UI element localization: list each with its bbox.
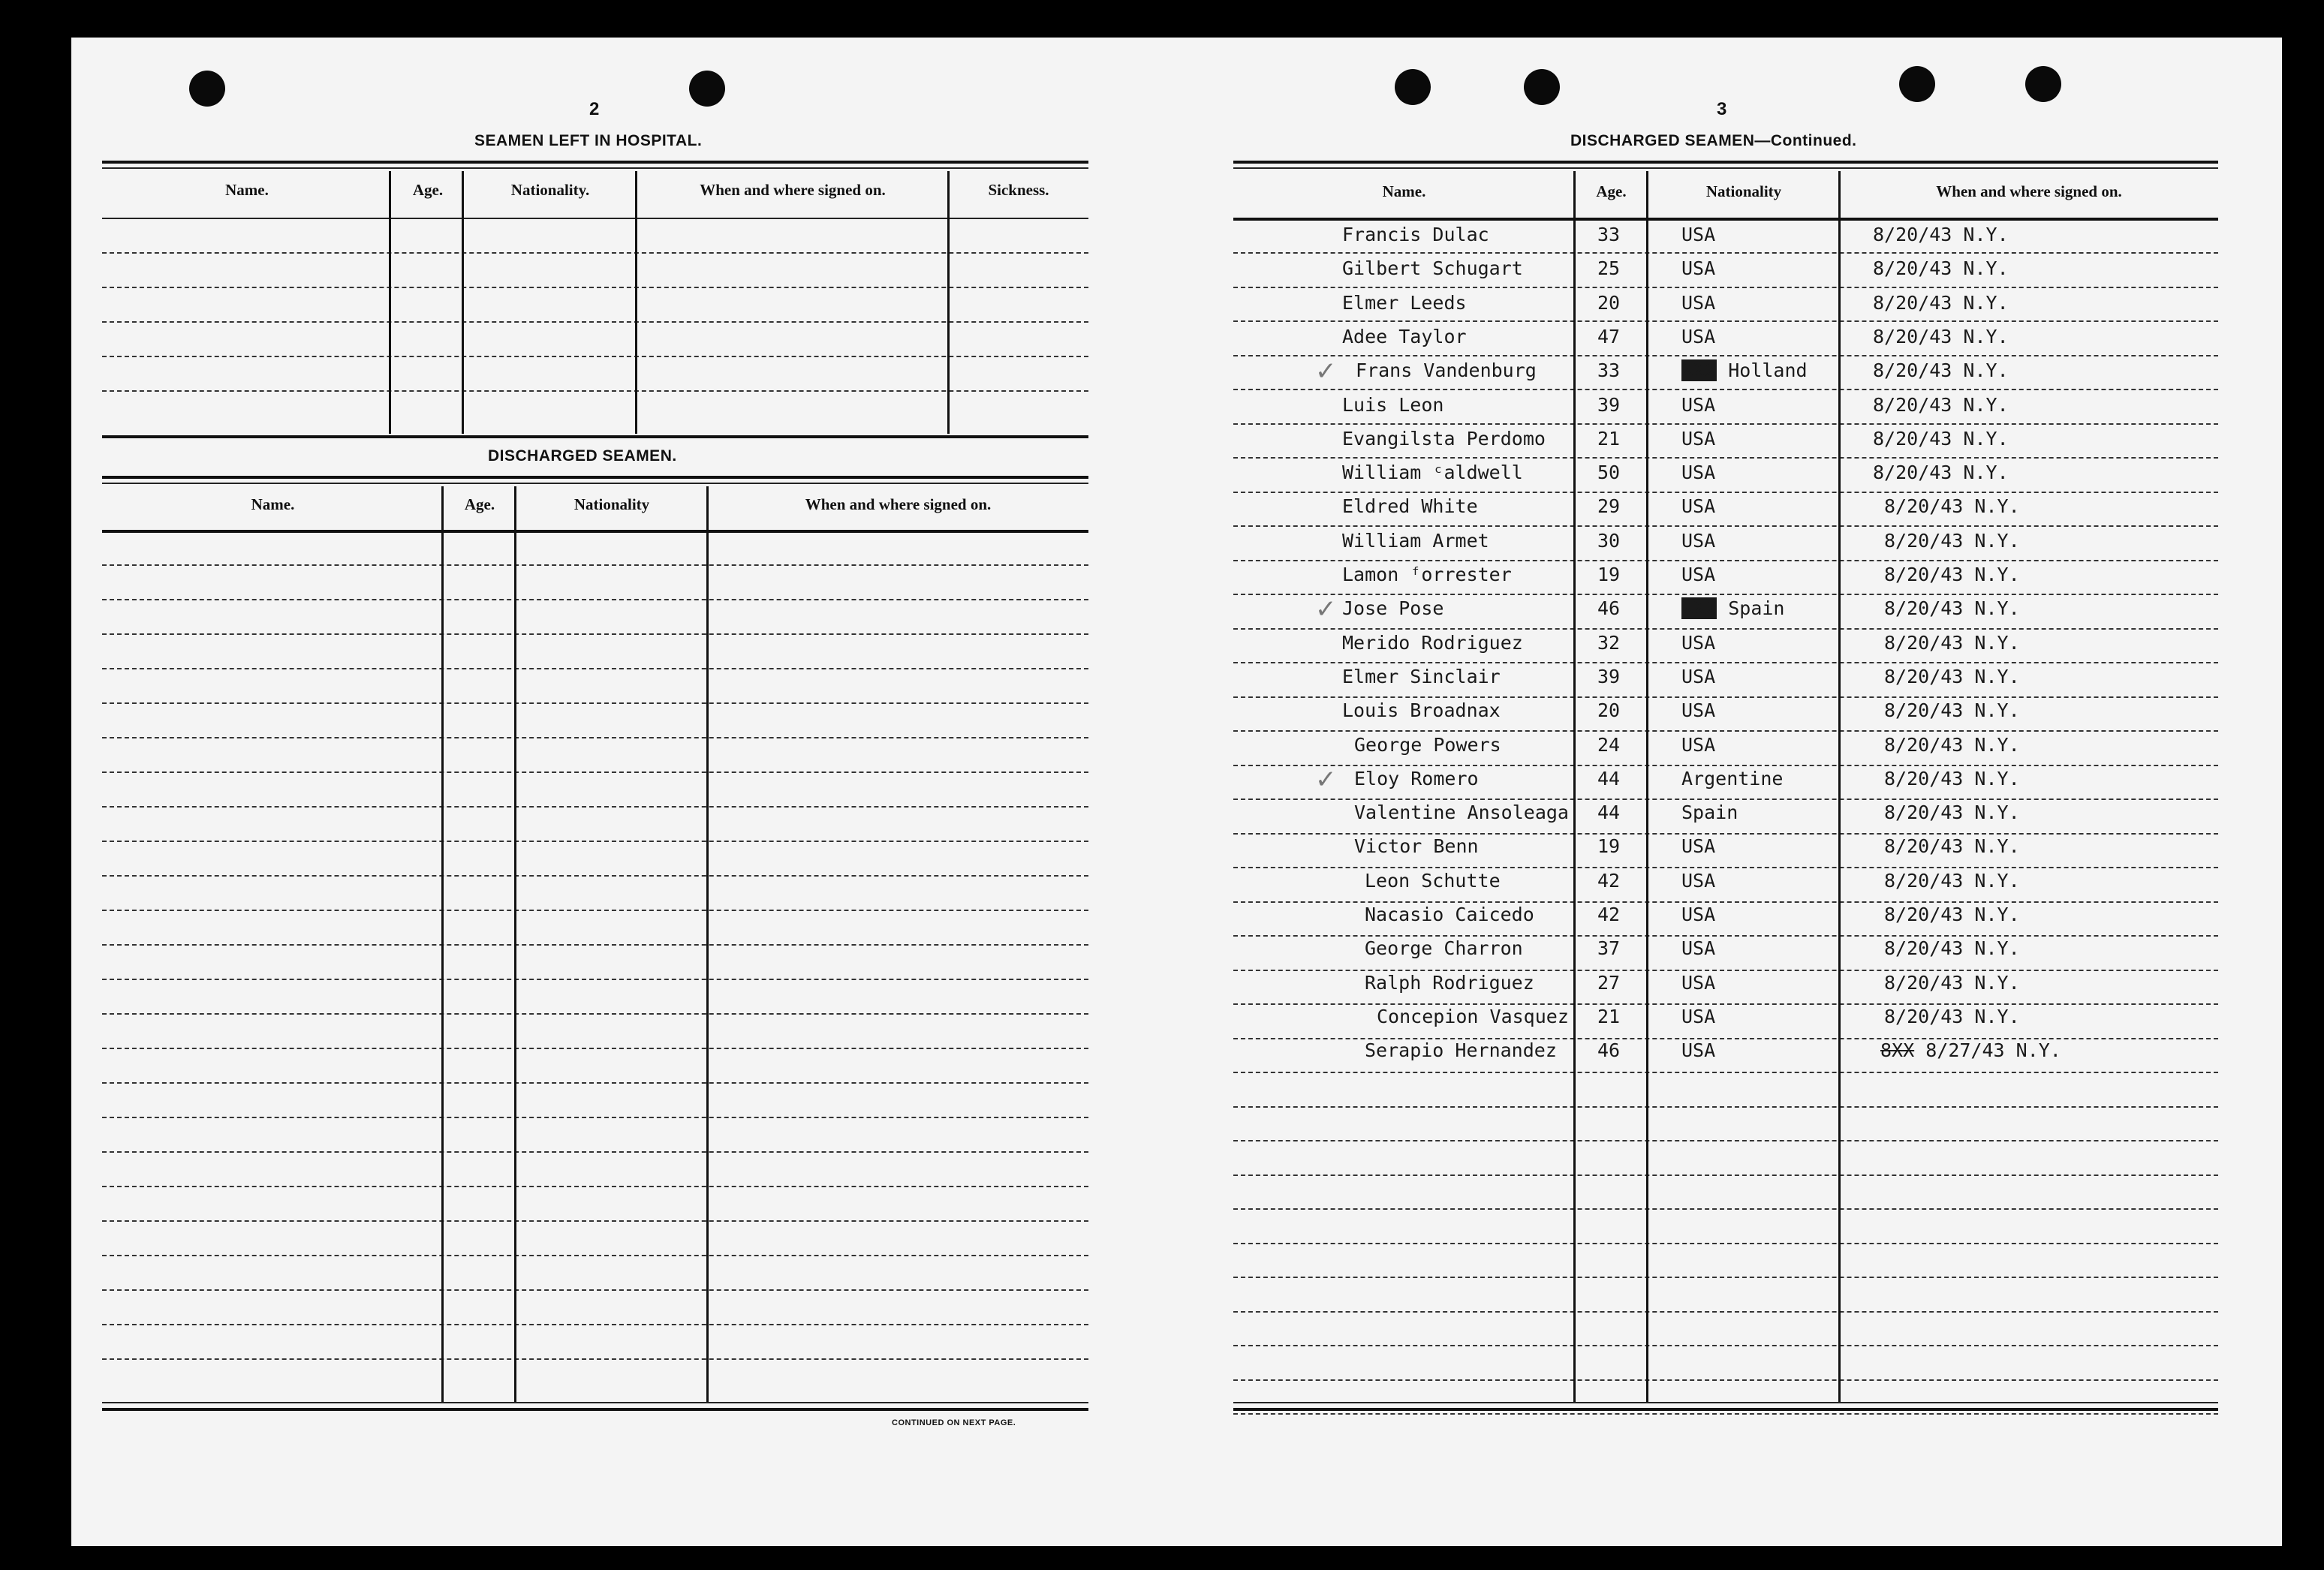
signed-on-date: [1884, 699, 2020, 721]
seaman-nationality: [1681, 428, 1715, 450]
header-age: Age.: [1596, 182, 1627, 200]
nationality-text: USA: [1681, 835, 1716, 858]
hospital-header-nationality: Nationality.: [510, 181, 590, 199]
discharged-header-signed-on: When and where signed on.: [805, 495, 992, 513]
seaman-name: William Armet: [1342, 529, 1489, 552]
dotted-rule: [1233, 1208, 2218, 1210]
dotted-rule: [102, 806, 1088, 808]
column-divider: [514, 486, 516, 1403]
rule: [1233, 218, 2218, 221]
nationality-text: Holland: [1728, 359, 1808, 382]
dotted-rule: [1233, 1243, 2218, 1244]
seaman-nationality: [1681, 835, 1715, 857]
nationality-text: USA: [1681, 699, 1716, 722]
seaman-nationality: [1681, 802, 1738, 823]
signed-on-date: [1884, 768, 2020, 790]
date-text: 8/20/43: [1884, 597, 1964, 620]
column-divider: [462, 171, 464, 434]
date-text: 8/20/43: [1884, 937, 1964, 960]
punch-hole: [189, 71, 225, 107]
seaman-nationality: [1681, 734, 1715, 756]
signed-on-date: [1873, 462, 2009, 483]
place-text: N.Y.: [1974, 937, 2020, 960]
dotted-rule: [102, 356, 1088, 357]
place-text: N.Y.: [1974, 495, 2020, 518]
dotted-rule: [102, 1117, 1088, 1118]
rule: [102, 483, 1088, 484]
dotted-rule: [1233, 628, 2218, 630]
dotted-rule: [102, 979, 1088, 980]
date-text: 8/20/43: [1873, 393, 1952, 416]
signed-on-date: [1884, 666, 2020, 687]
signed-on-date: [1884, 1006, 2020, 1027]
dotted-rule: [1233, 560, 2218, 561]
signed-on-date: [1873, 428, 2009, 450]
date-text: 8/20/43: [1884, 767, 1964, 790]
seaman-name: William ᶜaldwell: [1342, 462, 1523, 484]
signed-on-date: [1884, 530, 2020, 552]
seaman-nationality: [1681, 904, 1715, 925]
seaman-nationality: [1681, 768, 1783, 790]
column-divider: [947, 171, 950, 434]
seaman-name: Luis Leon: [1342, 393, 1444, 416]
dotted-rule: [102, 737, 1088, 738]
dotted-rule: [102, 564, 1088, 566]
rule: [1233, 161, 2218, 164]
dotted-rule: [102, 633, 1088, 635]
punch-hole: [1524, 69, 1560, 105]
seaman-nationality: [1681, 972, 1715, 994]
signed-on-date: [1884, 597, 2020, 619]
nationality-text: USA: [1681, 733, 1716, 756]
nationality-text: USA: [1681, 665, 1716, 687]
column-divider: [635, 171, 637, 434]
seaman-name: Gilbert Schugart: [1342, 257, 1523, 280]
date-text: 8/27/43: [1925, 1039, 2005, 1062]
nationality-text: USA: [1681, 257, 1716, 280]
seaman-name: Valentine Ansoleaga: [1354, 802, 1569, 824]
rule: [102, 161, 1088, 164]
seaman-age: 21: [1597, 427, 1621, 450]
seaman-age: 30: [1597, 529, 1621, 552]
nationality-text: USA: [1681, 631, 1716, 654]
place-text: N.Y.: [1963, 257, 2009, 280]
rule: [102, 1402, 1088, 1403]
date-text: 8/20/43: [1873, 359, 1952, 382]
place-text: N.Y.: [1974, 802, 2020, 824]
hospital-header-signed-on: When and where signed on.: [700, 181, 886, 199]
check-mark-icon: ✓: [1315, 764, 1337, 795]
hospital-section-title: SEAMEN LEFT IN HOSPITAL.: [474, 132, 703, 149]
nationality-text: USA: [1681, 427, 1716, 450]
rule: [102, 530, 1088, 533]
seaman-nationality: [1681, 1039, 1715, 1061]
page-number: 3: [1717, 99, 1727, 119]
seaman-name: George Powers: [1354, 733, 1501, 756]
check-mark-icon: ✓: [1315, 356, 1337, 387]
header-name: Name.: [1382, 182, 1426, 200]
seaman-name: Evangilsta Perdomo: [1342, 427, 1546, 450]
date-text: 8/20/43: [1884, 529, 1964, 552]
seaman-age: 46: [1597, 597, 1621, 620]
seaman-nationality: [1681, 632, 1715, 654]
place-text: N.Y.: [1963, 393, 2009, 416]
seaman-name: Jose Pose: [1342, 597, 1444, 620]
dotted-rule: [102, 1048, 1088, 1049]
place-text: N.Y.: [1974, 597, 2020, 620]
signed-on-date: [1884, 937, 2020, 959]
seaman-name: Adee Taylor: [1342, 325, 1467, 347]
dotted-rule: [1233, 901, 2218, 903]
dotted-rule: [1233, 765, 2218, 766]
seaman-age: 42: [1597, 869, 1621, 892]
nationality-text: USA: [1681, 462, 1716, 484]
date-text: 8/20/43: [1884, 904, 1964, 925]
discharged-section-title: DISCHARGED SEAMEN.: [488, 447, 677, 465]
seaman-name: Francis Dulac: [1342, 224, 1489, 245]
punch-hole: [1899, 66, 1935, 102]
date-text: 8/20/43: [1884, 733, 1964, 756]
punch-hole: [2025, 66, 2061, 102]
signed-on-date: [1884, 835, 2020, 857]
dotted-rule: [1233, 730, 2218, 732]
column-divider: [1573, 171, 1576, 1402]
nationality-text: Spain: [1728, 597, 1785, 620]
seaman-age: 39: [1597, 665, 1621, 687]
column-divider: [389, 171, 391, 434]
signed-on-date: [1884, 972, 2020, 994]
dotted-rule: [102, 1255, 1088, 1256]
dotted-rule: [102, 944, 1088, 946]
seaman-age: 20: [1597, 291, 1621, 314]
seaman-name: Serapio Hernandez: [1365, 1039, 1557, 1062]
seaman-nationality: [1681, 359, 1808, 381]
date-text: 8/20/43: [1884, 495, 1964, 518]
dotted-rule: [1233, 1277, 2218, 1278]
seaman-nationality: [1681, 564, 1715, 585]
seaman-name: Nacasio Caicedo: [1365, 904, 1534, 925]
place-text: N.Y.: [1974, 767, 2020, 790]
signed-on-date: [1884, 632, 2020, 654]
seaman-nationality: [1681, 394, 1715, 416]
dotted-rule: [102, 841, 1088, 842]
date-text: 8/20/43: [1873, 462, 1952, 484]
place-text: N.Y.: [1974, 869, 2020, 892]
nationality-text: USA: [1681, 325, 1716, 347]
dotted-rule: [102, 668, 1088, 669]
dotted-rule: [1233, 1038, 2218, 1039]
dotted-rule: [1233, 320, 2218, 322]
signed-on-date: [1884, 870, 2020, 892]
seaman-nationality: [1681, 530, 1715, 552]
discharged-header-nationality: Nationality: [573, 495, 650, 513]
seaman-name: Concepion Vasquez: [1377, 1005, 1569, 1027]
page-number: 2: [589, 99, 600, 119]
seaman-name: Merido Rodriguez: [1342, 631, 1523, 654]
dotted-rule: [1233, 1311, 2218, 1313]
dotted-rule: [102, 875, 1088, 877]
discharged-continued-title: DISCHARGED SEAMEN—Continued.: [1570, 132, 1857, 149]
header-nationality: Nationality: [1705, 182, 1782, 200]
rule: [102, 435, 1088, 438]
place-text: N.Y.: [1974, 529, 2020, 552]
seaman-age: 21: [1597, 1005, 1621, 1027]
signed-on-date: [1873, 394, 2009, 416]
dotted-rule: [1233, 662, 2218, 663]
rule: [102, 1408, 1088, 1411]
signed-on-date: [1873, 292, 2009, 314]
seaman-age: 29: [1597, 495, 1621, 518]
seaman-nationality: [1681, 292, 1715, 314]
dotted-rule: [102, 771, 1088, 773]
seaman-nationality: [1681, 224, 1715, 245]
nationality-text: USA: [1681, 869, 1716, 892]
column-divider: [1838, 171, 1841, 1402]
date-text: 8/20/43: [1884, 631, 1964, 654]
nationality-text: USA: [1681, 393, 1716, 416]
place-text: N.Y.: [1974, 835, 2020, 858]
signed-on-date: [1873, 359, 2009, 381]
signed-on-date: [1884, 904, 2020, 925]
signed-on-date: [1880, 1039, 2061, 1061]
seaman-nationality: [1681, 666, 1715, 687]
check-mark-icon: ✓: [1315, 594, 1337, 625]
discharged-header-name: Name.: [251, 495, 295, 513]
seaman-age: 25: [1597, 257, 1621, 280]
place-text: N.Y.: [1974, 564, 2020, 585]
dotted-rule: [102, 1358, 1088, 1360]
seaman-nationality: [1681, 699, 1715, 721]
place-text: N.Y.: [1974, 971, 2020, 994]
seaman-age: 46: [1597, 1039, 1621, 1062]
seaman-name: Ralph Rodriguez: [1365, 971, 1534, 994]
seaman-age: 50: [1597, 462, 1621, 484]
seaman-age: 19: [1597, 835, 1621, 858]
date-text: 8/20/43: [1884, 564, 1964, 585]
dotted-rule: [102, 321, 1088, 323]
punch-hole: [689, 71, 725, 107]
place-text: N.Y.: [1963, 325, 2009, 347]
dotted-rule: [1233, 1106, 2218, 1108]
seaman-name: Elmer Sinclair: [1342, 665, 1501, 687]
nationality-text: USA: [1681, 904, 1716, 925]
dotted-rule: [1233, 457, 2218, 459]
date-text: 8/20/43: [1873, 291, 1952, 314]
date-text: 8/20/43: [1884, 1005, 1964, 1027]
rule: [102, 476, 1088, 479]
date-text: 8/20/43: [1873, 257, 1952, 280]
hospital-header-name: Name.: [225, 181, 269, 199]
place-text: N.Y.: [1974, 733, 2020, 756]
signed-on-date: [1873, 224, 2009, 245]
nationality-text: USA: [1681, 291, 1716, 314]
seaman-age: 24: [1597, 733, 1621, 756]
seaman-age: 19: [1597, 564, 1621, 585]
dotted-rule: [1233, 1379, 2218, 1381]
seaman-nationality: [1681, 937, 1715, 959]
dotted-rule: [1233, 696, 2218, 698]
place-text: N.Y.: [1963, 462, 2009, 484]
dotted-rule: [1233, 935, 2218, 937]
dotted-rule: [1233, 970, 2218, 971]
place-text: N.Y.: [1963, 291, 2009, 314]
dotted-rule: [1233, 594, 2218, 595]
rule: [102, 167, 1088, 169]
signed-on-date: [1884, 802, 2020, 823]
dotted-rule: [102, 1013, 1088, 1015]
rule: [1233, 1408, 2218, 1411]
continued-footer: CONTINUED ON NEXT PAGE.: [892, 1418, 1016, 1427]
date-text: 8/20/43: [1884, 869, 1964, 892]
seaman-name: George Charron: [1365, 937, 1523, 960]
dotted-rule: [102, 1082, 1088, 1084]
dotted-rule: [1233, 1413, 2218, 1415]
seaman-age: 33: [1597, 224, 1621, 245]
dotted-rule: [102, 252, 1088, 254]
signed-on-date: [1884, 734, 2020, 756]
seaman-age: 42: [1597, 904, 1621, 925]
nationality-text: USA: [1681, 529, 1716, 552]
nationality-text: USA: [1681, 971, 1716, 994]
nationality-text: USA: [1681, 937, 1716, 960]
seaman-age: 44: [1597, 767, 1621, 790]
struck-text: XXX: [1682, 359, 1717, 382]
seaman-age: 39: [1597, 393, 1621, 416]
struck-text: 8XX: [1880, 1039, 1915, 1062]
rule: [1233, 1402, 2218, 1403]
seaman-nationality: [1681, 597, 1784, 619]
dotted-rule: [102, 1151, 1088, 1153]
date-text: 8/20/43: [1873, 427, 1952, 450]
date-text: 8/20/43: [1884, 802, 1964, 824]
dotted-rule: [102, 390, 1088, 392]
place-text: N.Y.: [1974, 631, 2020, 654]
date-text: 8/20/43: [1873, 224, 1952, 245]
seaman-nationality: [1681, 1006, 1715, 1027]
place-text: N.Y.: [2015, 1039, 2061, 1062]
hospital-header-sickness: Sickness.: [988, 181, 1049, 199]
nationality-text: Spain: [1681, 802, 1738, 824]
place-text: N.Y.: [1974, 904, 2020, 925]
seaman-name: Louis Broadnax: [1342, 699, 1501, 722]
dotted-rule: [1233, 799, 2218, 800]
signed-on-date: [1884, 564, 2020, 585]
column-divider: [441, 486, 444, 1403]
dotted-rule: [1233, 1345, 2218, 1346]
header-signed-on: When and where signed on.: [1936, 182, 2122, 200]
place-text: N.Y.: [1974, 665, 2020, 687]
nationality-text: USA: [1681, 224, 1716, 245]
nationality-text: USA: [1681, 564, 1716, 585]
seaman-nationality: [1681, 462, 1715, 483]
place-text: N.Y.: [1974, 699, 2020, 722]
signed-on-date: [1884, 495, 2020, 517]
seaman-name: Eloy Romero: [1354, 767, 1479, 790]
seaman-age: 44: [1597, 802, 1621, 824]
seaman-name: Leon Schutte: [1365, 869, 1501, 892]
nationality-text: USA: [1681, 1005, 1716, 1027]
dotted-rule: [1233, 833, 2218, 835]
date-text: 8/20/43: [1873, 325, 1952, 347]
seaman-name: Frans Vandenburg: [1356, 359, 1537, 382]
dotted-rule: [1233, 355, 2218, 356]
column-divider: [1646, 171, 1648, 1402]
seaman-age: 27: [1597, 971, 1621, 994]
struck-text: XXX: [1682, 597, 1717, 620]
dotted-rule: [102, 910, 1088, 911]
dotted-rule: [102, 287, 1088, 288]
seaman-name: Elmer Leeds: [1342, 291, 1467, 314]
dotted-rule: [1233, 389, 2218, 390]
seaman-name: Victor Benn: [1354, 835, 1479, 858]
dotted-rule: [102, 1220, 1088, 1222]
dotted-rule: [1233, 867, 2218, 868]
dotted-rule: [1233, 1174, 2218, 1176]
dotted-rule: [1233, 1072, 2218, 1073]
place-text: N.Y.: [1974, 1005, 2020, 1027]
rule: [102, 218, 1088, 219]
seaman-nationality: [1681, 870, 1715, 892]
dotted-rule: [102, 702, 1088, 704]
seaman-age: 32: [1597, 631, 1621, 654]
dotted-rule: [1233, 1140, 2218, 1141]
seaman-age: 33: [1597, 359, 1621, 382]
dotted-rule: [1233, 1003, 2218, 1005]
seaman-age: 20: [1597, 699, 1621, 722]
column-divider: [706, 486, 709, 1403]
seaman-nationality: [1681, 257, 1715, 279]
seaman-nationality: [1681, 326, 1715, 347]
nationality-text: USA: [1681, 495, 1716, 518]
dotted-rule: [102, 599, 1088, 600]
place-text: N.Y.: [1963, 224, 2009, 245]
seaman-name: Eldred White: [1342, 495, 1478, 518]
date-text: 8/20/43: [1884, 971, 1964, 994]
nationality-text: USA: [1681, 1039, 1716, 1062]
place-text: N.Y.: [1963, 427, 2009, 450]
seaman-name: Lamon ᶠorrester: [1342, 564, 1512, 585]
date-text: 8/20/43: [1884, 665, 1964, 687]
dotted-rule: [1233, 252, 2218, 254]
date-text: 8/20/43: [1884, 699, 1964, 722]
place-text: N.Y.: [1963, 359, 2009, 382]
dotted-rule: [1233, 525, 2218, 527]
dotted-rule: [102, 1186, 1088, 1187]
nationality-text: Argentine: [1681, 767, 1784, 790]
seaman-nationality: [1681, 495, 1715, 517]
dotted-rule: [102, 1289, 1088, 1291]
hospital-header-age: Age.: [412, 181, 444, 199]
date-text: 8/20/43: [1884, 835, 1964, 858]
punch-hole: [1395, 69, 1431, 105]
dotted-rule: [1233, 492, 2218, 493]
signed-on-date: [1873, 326, 2009, 347]
dotted-rule: [1233, 287, 2218, 288]
seaman-age: 47: [1597, 325, 1621, 347]
discharged-header-age: Age.: [464, 495, 495, 513]
dotted-rule: [102, 1324, 1088, 1325]
dotted-rule: [1233, 423, 2218, 425]
seaman-age: 37: [1597, 937, 1621, 960]
rule: [1233, 167, 2218, 169]
signed-on-date: [1873, 257, 2009, 279]
